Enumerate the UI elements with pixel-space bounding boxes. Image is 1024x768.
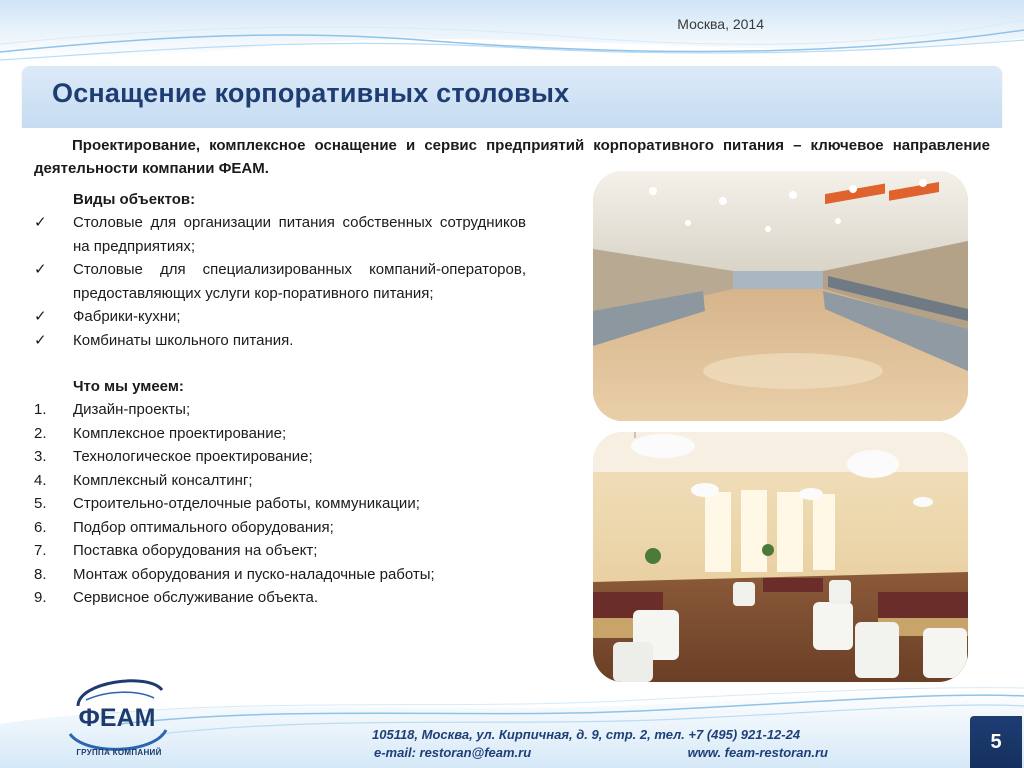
- list-item: 5. Строительно-отделочные работы, коммуникации;: [34, 492, 526, 516]
- date-label: Москва, 2014: [677, 16, 764, 32]
- check-icon: ✓: [34, 214, 47, 231]
- list-item: 7. Поставка оборудования на объект;: [34, 539, 526, 563]
- list-item: ✓ Комбинаты школьного питания.: [34, 329, 526, 353]
- content-column: [34, 188, 526, 610]
- check-icon: ✓: [34, 308, 47, 325]
- logo-name: ФЕАМ: [78, 704, 156, 732]
- list-item: ✓ Столовые для организации питания собственных сотрудников на предприятиях;: [34, 211, 526, 258]
- list-item: 8. Монтаж оборудования и пуско-наладочные работы;: [34, 563, 526, 587]
- list-item: 2. Комплексное проектирование;: [34, 422, 526, 446]
- list-number: 4.: [34, 471, 47, 489]
- logo-subtitle: ГРУППА КОМПАНИЙ: [76, 748, 162, 757]
- list-item: ✓ Столовые для специализированных компаний-операторов, предоставляющих услуги кор-поративного питания;: [34, 258, 526, 305]
- cafeteria-serving-line-photo: [593, 171, 968, 421]
- list-number: 3.: [34, 448, 47, 465]
- footer-row: [372, 744, 842, 762]
- list-item: ✓ Фабрики-кухни;: [34, 305, 526, 329]
- intro-paragraph: Проектирование, комплексное оснащение и сервис предприятий корпоративного питания – ключевое направление деятельности компании ФЕАМ.: [34, 137, 990, 177]
- list-item: 4. Комплексный консалтинг;: [34, 469, 526, 493]
- footer-email: e-mail: restoran@feam.ru: [374, 745, 532, 760]
- list-number: 8.: [34, 565, 47, 583]
- list-item: 3. Технологическое проектирование;: [34, 445, 526, 469]
- list-number: 9.: [34, 589, 47, 606]
- check-icon: ✓: [34, 261, 47, 278]
- list-item: 1. Дизайн-проекты;: [34, 398, 526, 422]
- list-number: 6.: [34, 518, 47, 536]
- footer-website: www. feam-restoran.ru: [687, 745, 828, 760]
- object-types-heading: Виды объектов:: [73, 191, 196, 208]
- list-item: 6. Подбор оптимального оборудования;: [34, 516, 526, 540]
- page-number: 5: [970, 716, 1022, 768]
- list-number: 2.: [34, 424, 47, 442]
- check-icon: ✓: [34, 331, 47, 349]
- page-title: Оснащение корпоративных столовых: [52, 78, 570, 108]
- dining-hall-photo: [593, 432, 968, 682]
- list-number: 7.: [34, 542, 47, 559]
- list-item: 9. Сервисное обслуживание объекта.: [34, 586, 526, 610]
- list-number: 5.: [34, 495, 47, 512]
- footer-contacts: [372, 726, 842, 762]
- footer-address: 105118, Москва, ул. Кирпичная, д. 9, стр. 2, тел. +7 (495) 921-12-24: [372, 727, 801, 742]
- list-number: 1.: [34, 401, 47, 418]
- spacer: [34, 352, 526, 375]
- capabilities-heading: Что мы умеем:: [73, 378, 184, 395]
